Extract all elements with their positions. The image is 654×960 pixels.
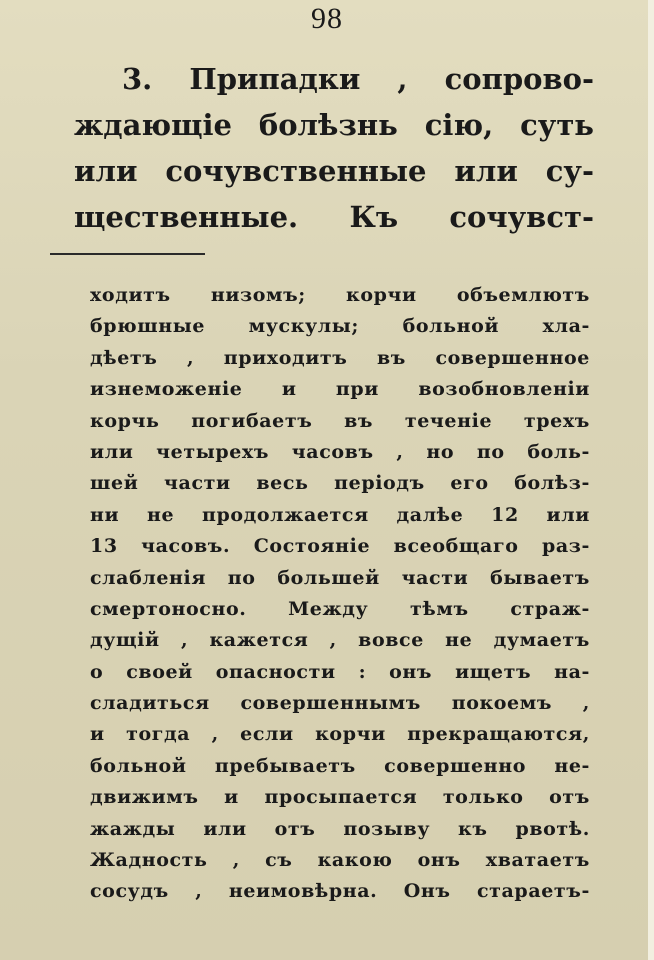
text-line [90, 410, 590, 441]
word: су- [545, 154, 594, 188]
word: , [180, 629, 189, 652]
footnote-rule [50, 253, 205, 255]
word: въ [344, 409, 374, 432]
word: сочувственные [165, 154, 427, 188]
word: корчи [315, 723, 386, 746]
text-line [90, 378, 590, 409]
word: просыпается [264, 786, 418, 809]
word: объемлютъ [456, 284, 590, 306]
word: при [335, 378, 379, 401]
word: но [426, 440, 455, 463]
word: по [476, 440, 505, 463]
word: пребываетъ [214, 754, 356, 777]
word: корчь [90, 409, 160, 432]
text-line [90, 284, 590, 315]
word: опасности [215, 660, 336, 683]
word: брюшные [90, 315, 206, 338]
word: : [358, 660, 367, 683]
word: по [227, 566, 256, 589]
word: стараетъ- [476, 880, 590, 903]
word: часовъ [291, 440, 374, 463]
word: рвотѣ. [515, 817, 590, 840]
word: совершенное [435, 346, 590, 369]
word: позыву [343, 817, 431, 840]
word: всеобщаго [393, 535, 519, 558]
word: бываетъ [490, 566, 590, 589]
word: не- [554, 754, 590, 777]
word: шей [90, 472, 139, 495]
word: его [450, 472, 489, 495]
word: части [401, 566, 469, 589]
word: трехъ [523, 409, 590, 432]
word: , [186, 346, 195, 369]
word: въ [376, 346, 406, 369]
word: дѣетъ [90, 346, 158, 369]
word: низомъ; [210, 284, 306, 306]
word: больной [402, 315, 500, 338]
text-line [90, 535, 590, 566]
word: ходитъ [90, 284, 171, 306]
word: или [203, 817, 247, 840]
word: или [454, 154, 518, 188]
word: смертоносно. [90, 597, 247, 620]
word: и [224, 786, 239, 809]
word: періодъ [334, 472, 425, 495]
word: не [146, 503, 175, 526]
word: сопрово- [444, 62, 594, 96]
page-number: 98 [311, 2, 343, 35]
word: болѣз- [514, 472, 590, 495]
word: весь [256, 472, 309, 495]
word: погибаетъ [191, 409, 313, 432]
text-line [90, 598, 590, 629]
word: четырехъ [156, 440, 270, 463]
word: съ [265, 849, 293, 872]
word: сію, [424, 108, 494, 142]
text-line [90, 347, 590, 378]
text-line [90, 661, 590, 692]
word: тогда [126, 723, 191, 746]
word: теченіе [404, 409, 493, 432]
text-line [90, 504, 590, 535]
text-line [90, 755, 590, 786]
word: большей [277, 566, 380, 589]
word: если [240, 723, 294, 746]
word: 3. [122, 62, 153, 96]
word: и [281, 378, 297, 401]
text-line [74, 200, 594, 246]
text-line [74, 108, 594, 154]
word: жажды [90, 817, 176, 840]
text-line [90, 723, 590, 754]
word: раз- [541, 535, 590, 558]
word: , [582, 692, 590, 715]
word: неимовѣрна. [228, 880, 378, 903]
text-line [74, 62, 594, 108]
word: , [396, 440, 404, 463]
word: дущій [90, 629, 160, 652]
word: о [90, 660, 104, 683]
text-line [90, 472, 590, 503]
word: , [329, 629, 337, 652]
text-line [90, 567, 590, 598]
word: больной [90, 754, 187, 777]
text-line [74, 154, 594, 200]
word: сладиться [90, 692, 210, 715]
text-line [90, 692, 590, 723]
word: совершенно [384, 754, 526, 777]
word: Между [288, 597, 369, 620]
word: суть [520, 108, 594, 142]
word: онъ [389, 660, 433, 683]
text-line [90, 629, 590, 660]
word: думаетъ [493, 629, 590, 652]
word: ждающіе [74, 108, 232, 142]
word: 12 [491, 503, 519, 526]
word: щественные. [74, 200, 299, 234]
word: , [195, 880, 203, 903]
word: Припадки [189, 62, 361, 96]
word: движимъ [90, 786, 199, 809]
word: отъ [274, 817, 316, 840]
text-line [90, 786, 590, 817]
footnote-text-block [90, 284, 590, 912]
word: мускулы; [248, 315, 360, 338]
word: часовъ. [141, 535, 231, 558]
word: вовсе [358, 629, 424, 652]
word: хла- [542, 315, 590, 338]
word: не [445, 629, 473, 652]
word: и [90, 723, 105, 746]
word: ищетъ [455, 660, 532, 683]
word: болѣзнь [258, 108, 398, 142]
word: приходитъ [223, 346, 348, 369]
word: прекращаются, [407, 723, 590, 746]
word: отъ [549, 786, 590, 809]
text-line [90, 818, 590, 849]
word: сосудъ [90, 880, 169, 903]
word: ни [90, 503, 120, 526]
word: какою [317, 849, 393, 872]
word: совершеннымъ [240, 692, 421, 715]
word: покоемъ [451, 692, 553, 715]
word: части [164, 472, 231, 495]
word: изнеможеніе [90, 378, 243, 401]
text-line [90, 849, 590, 880]
text-line [90, 315, 590, 346]
word: сочувст- [449, 200, 594, 234]
word: страж- [510, 597, 590, 620]
word: кажется [209, 629, 309, 652]
word: къ [458, 817, 488, 840]
word: , [232, 849, 240, 872]
word: только [442, 786, 524, 809]
main-text-block [74, 62, 594, 246]
word: своей [126, 660, 193, 683]
word: 13 [90, 535, 118, 558]
text-line [90, 441, 590, 472]
word: возобновленіи [418, 378, 590, 401]
word: Онъ [403, 880, 451, 903]
word: или [74, 154, 138, 188]
word: , [397, 62, 408, 96]
word: корчи [346, 284, 417, 306]
word: на- [554, 660, 590, 683]
word: онъ [417, 849, 461, 872]
word: Состояніе [253, 535, 371, 558]
word: или [90, 440, 134, 463]
word: тѣмъ [410, 597, 469, 620]
word: Къ [349, 200, 399, 234]
word: , [211, 723, 219, 746]
word: хватаетъ [485, 849, 590, 872]
word: слабленія [90, 566, 206, 589]
page-edge [648, 0, 654, 960]
word: или [546, 503, 590, 526]
text-line [90, 880, 590, 911]
word: боль- [527, 440, 590, 463]
word: продолжается [201, 503, 369, 526]
word: Жадность [90, 849, 208, 872]
word: далѣе [396, 503, 464, 526]
